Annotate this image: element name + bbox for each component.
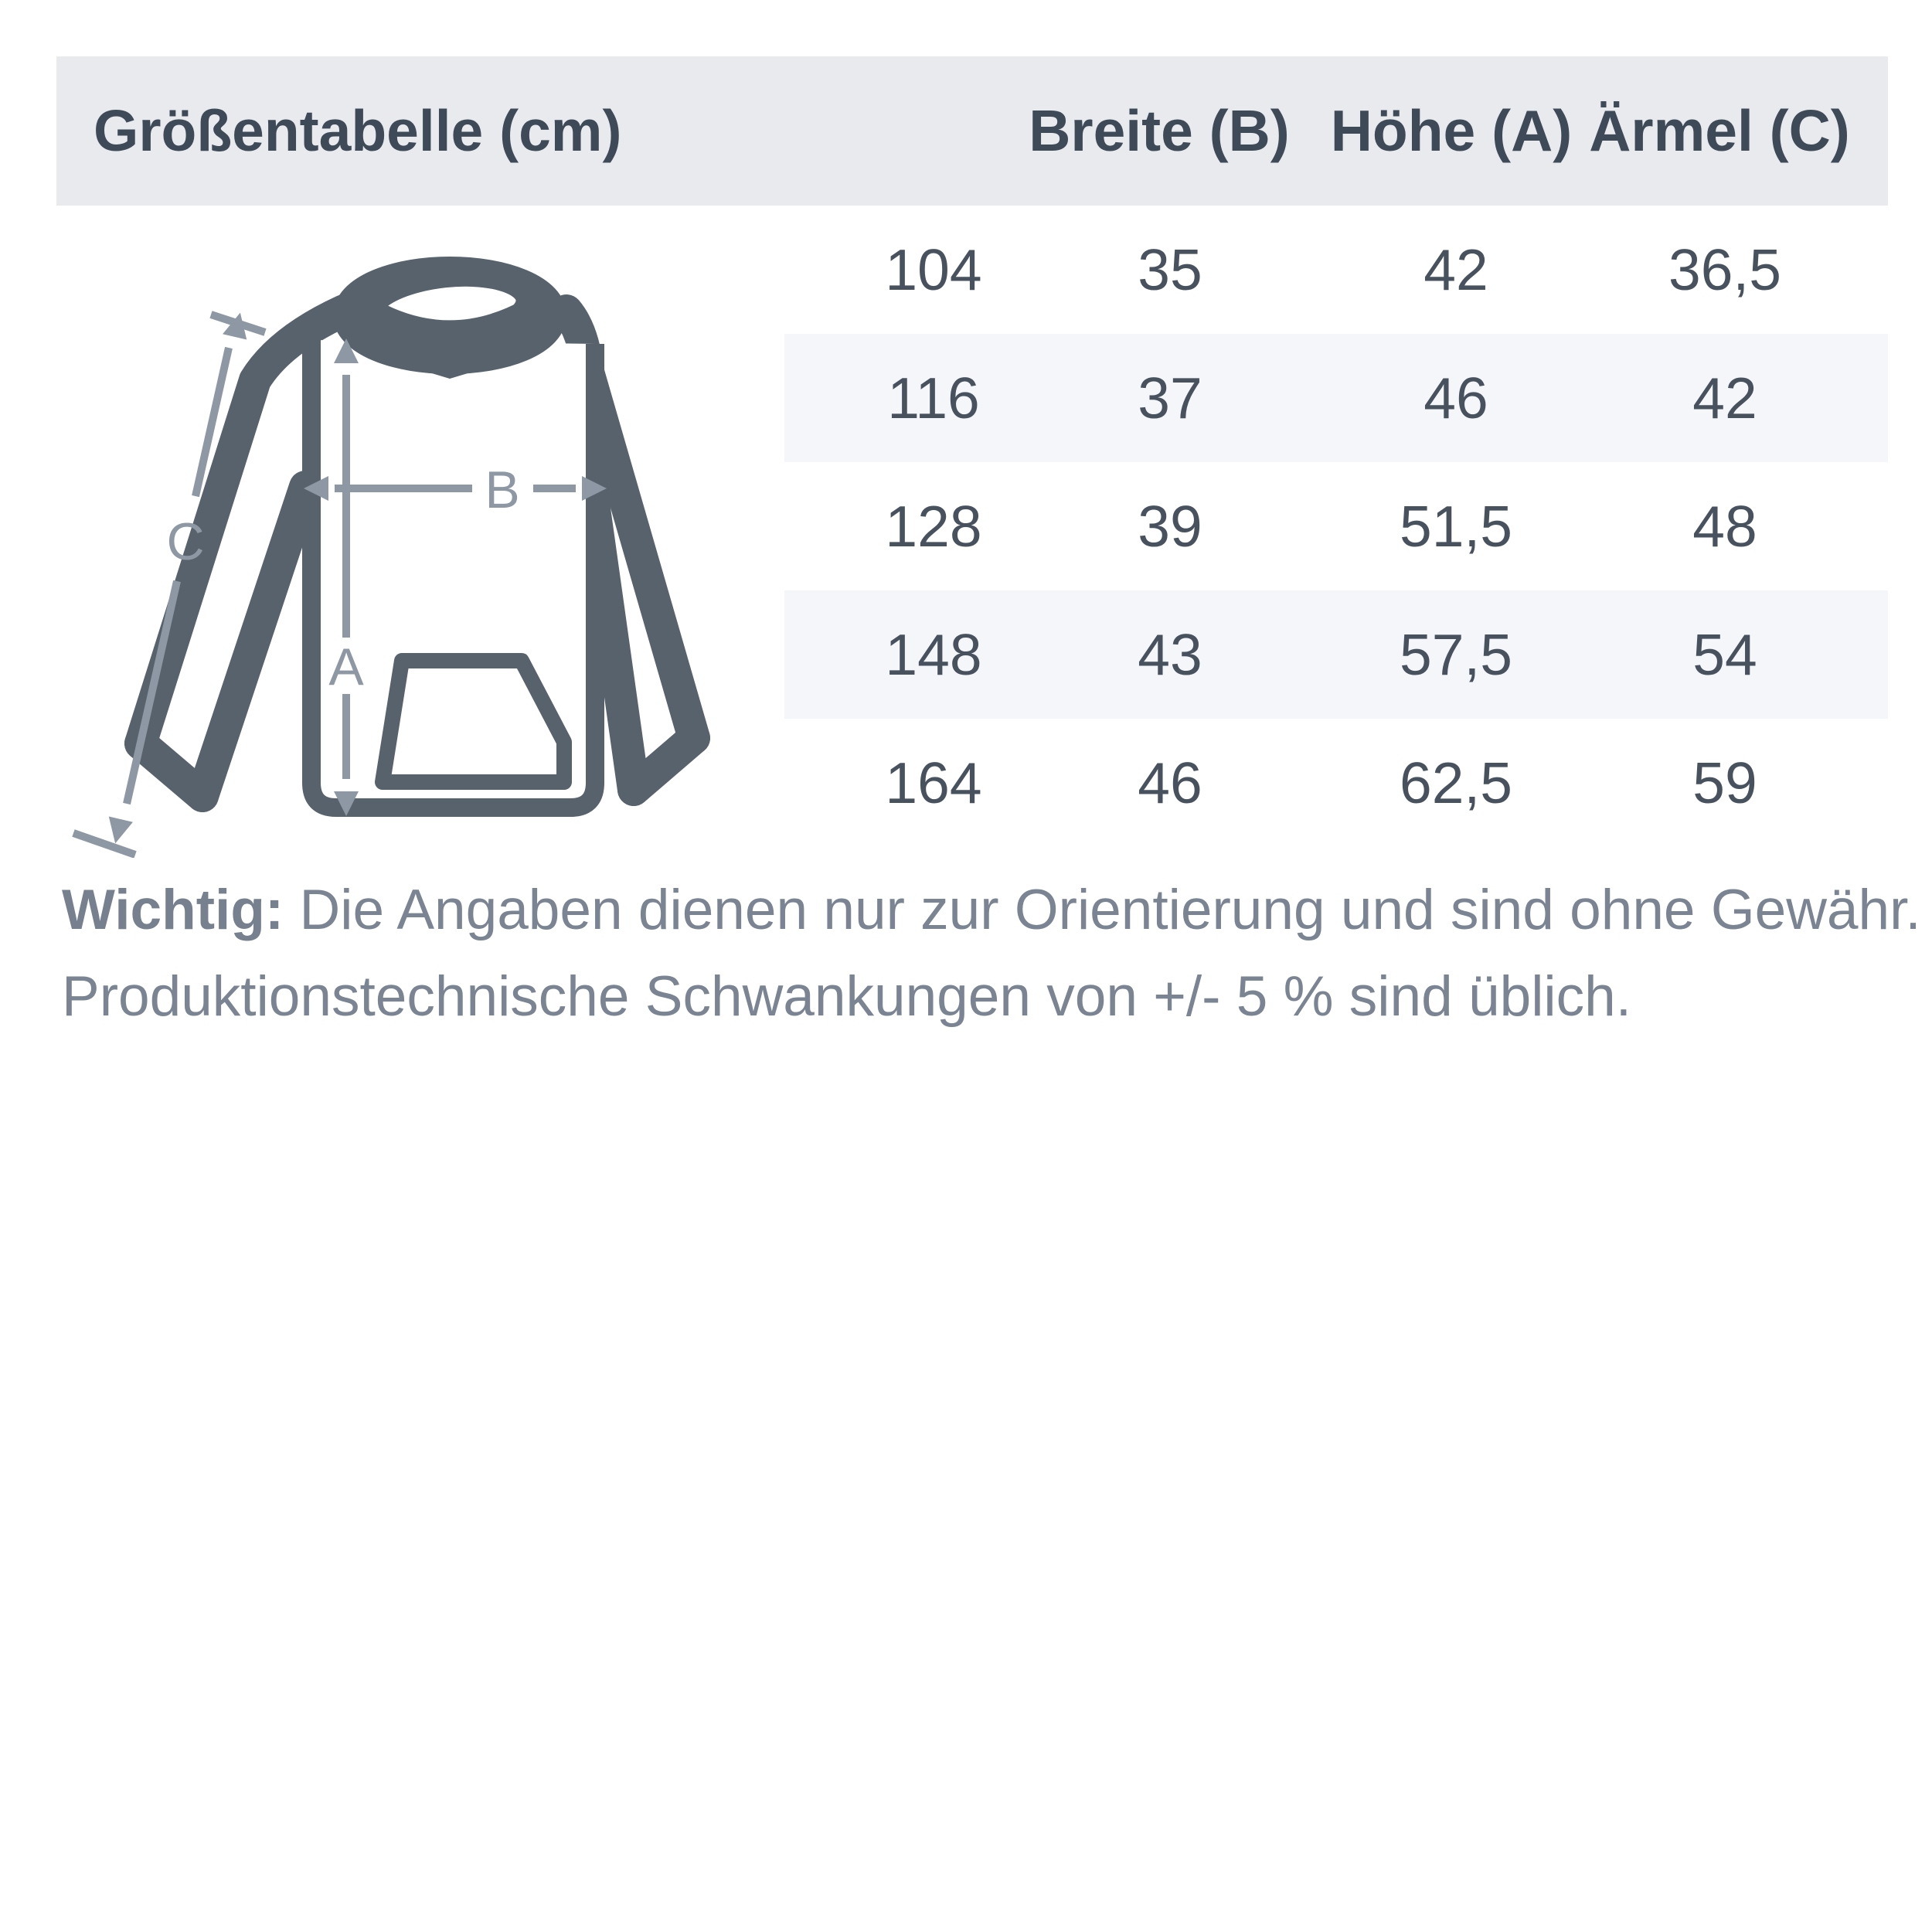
cell-breite: 43 [1138, 622, 1202, 687]
label-c: C [166, 512, 205, 571]
cell-aermel: 42 [1692, 366, 1757, 430]
cell-aermel: 48 [1692, 494, 1757, 559]
label-b: B [485, 461, 520, 519]
size-table-body [784, 206, 1888, 847]
cell-breite: 46 [1138, 750, 1202, 815]
cell-hoehe: 51,5 [1400, 494, 1512, 559]
cell-size: 116 [887, 366, 980, 430]
cell-aermel: 54 [1692, 622, 1757, 687]
disclaimer-line2: Produktionstechnische Schwankungen von +/- 5 % sind üblich. [62, 965, 1632, 1028]
table-row [784, 206, 1888, 334]
label-a: A [328, 638, 364, 696]
hood-outline [349, 269, 550, 379]
column-header-breite: Breite (B) [1029, 98, 1290, 163]
hoodie-measurement-diagram [70, 216, 796, 858]
cell-breite: 35 [1138, 237, 1202, 302]
pocket-outline [383, 661, 564, 782]
cell-hoehe: 42 [1423, 237, 1488, 302]
table-header [56, 56, 1888, 206]
cell-hoehe: 62,5 [1400, 750, 1512, 815]
cell-breite: 39 [1138, 494, 1202, 559]
disclaimer-line1: Die Angaben dienen nur zur Orientierung und sind ohne Gewähr. [299, 879, 1921, 941]
cell-breite: 37 [1138, 366, 1202, 430]
cell-hoehe: 57,5 [1400, 622, 1512, 687]
column-header-hoehe: Höhe (A) [1330, 98, 1573, 163]
table-row [784, 334, 1888, 462]
table-row [784, 590, 1888, 719]
table-row [784, 462, 1888, 590]
page-title: Größentabelle (cm) [94, 98, 622, 163]
cell-size: 164 [885, 750, 982, 815]
column-header-aermel: Ärmel (C) [1589, 98, 1850, 163]
disclaimer-note [62, 867, 1932, 1040]
table-row [784, 719, 1888, 847]
cell-hoehe: 46 [1423, 366, 1488, 430]
cell-size: 148 [885, 622, 982, 687]
cell-aermel: 59 [1692, 750, 1757, 815]
cell-size: 128 [885, 494, 982, 559]
disclaimer-label: Wichtig: [62, 879, 284, 941]
cell-size: 104 [885, 237, 982, 302]
cell-aermel: 36,5 [1668, 237, 1781, 302]
